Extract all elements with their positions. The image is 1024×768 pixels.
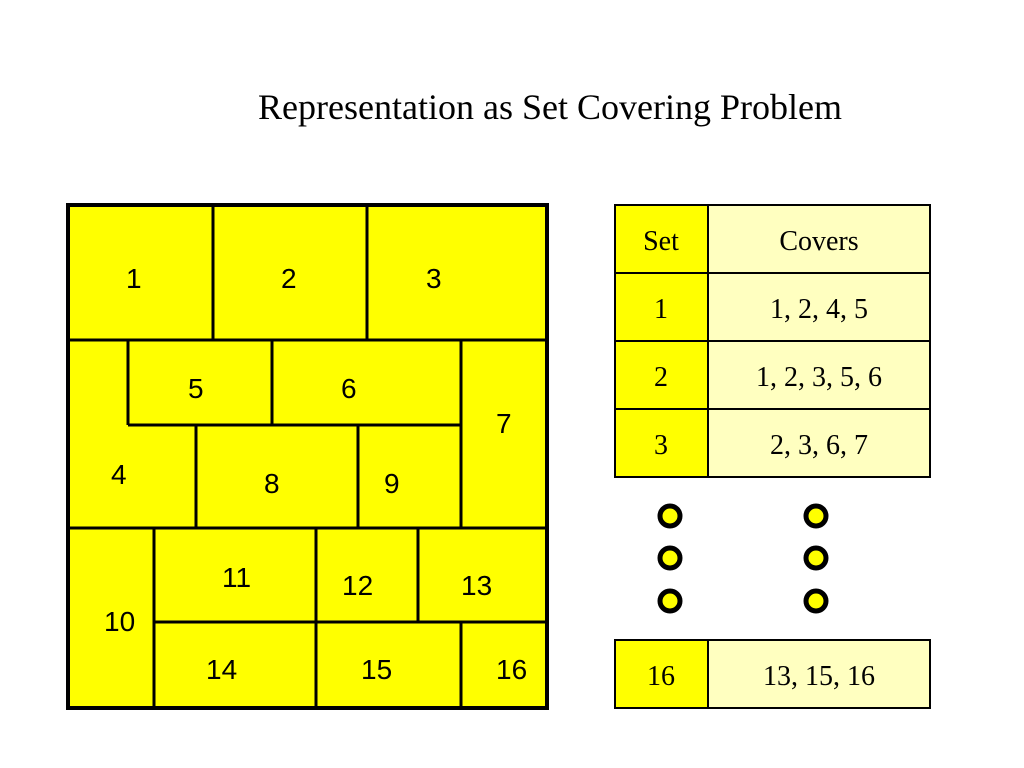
table-header-covers: Covers xyxy=(779,226,859,257)
region-label: 9 xyxy=(384,468,400,499)
region-label: 11 xyxy=(222,562,252,593)
table-set-cell: 16 xyxy=(647,661,675,692)
slide-title: Representation as Set Covering Problem xyxy=(258,87,842,127)
region-label: 6 xyxy=(341,373,357,404)
region-label: 10 xyxy=(104,606,136,637)
region-label: 2 xyxy=(281,263,297,294)
region-label: 7 xyxy=(496,408,512,439)
region-label: 15 xyxy=(361,654,393,685)
region-label: 3 xyxy=(426,263,442,294)
table-set-cell: 2 xyxy=(654,362,668,393)
region-label: 14 xyxy=(206,654,238,685)
region-grid xyxy=(68,205,547,708)
region-label: 13 xyxy=(461,570,493,601)
table-set-cell: 3 xyxy=(654,430,668,461)
table-covers-cell: 13, 15, 16 xyxy=(763,661,875,692)
region-label: 16 xyxy=(496,654,528,685)
region-label: 8 xyxy=(264,468,280,499)
region-label: 4 xyxy=(111,459,127,490)
vertical-dots-icon xyxy=(660,506,826,611)
table-header-set: Set xyxy=(643,226,679,257)
region-label: 12 xyxy=(342,570,374,601)
table-set-cell: 1 xyxy=(654,294,668,325)
set-cover-table xyxy=(615,205,930,708)
region-label: 5 xyxy=(188,373,204,404)
table-covers-cell: 1, 2, 3, 5, 6 xyxy=(756,362,882,393)
region-label: 1 xyxy=(126,263,142,294)
table-covers-cell: 2, 3, 6, 7 xyxy=(770,430,868,461)
table-covers-cell: 1, 2, 4, 5 xyxy=(770,294,868,325)
